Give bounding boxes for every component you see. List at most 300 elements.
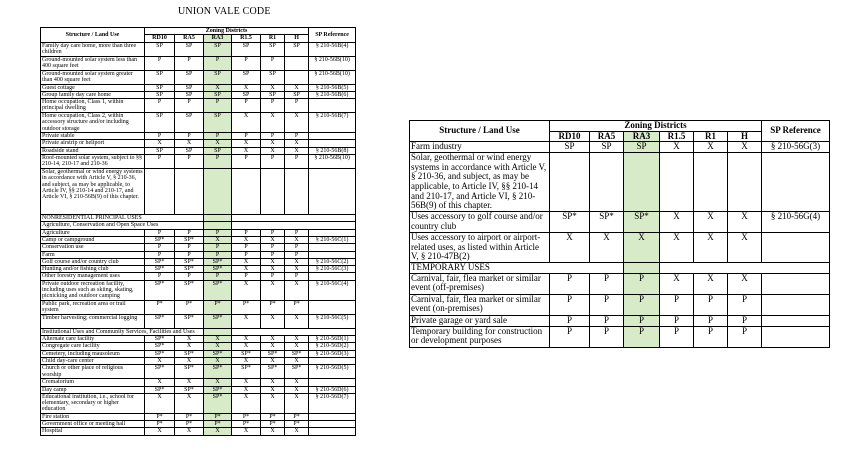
district-value-cell: X [285, 428, 309, 435]
district-value-cell: SP [175, 42, 204, 56]
district-value-cell: P [175, 251, 204, 258]
land-use-cell: Roof-mounted solar system, subject to §§ 210-14, 210-17 and 210-36 [41, 155, 145, 169]
district-value-cell: SP [204, 91, 232, 98]
district-value-cell: SP [175, 91, 204, 98]
land-use-cell: Ground-mounted solar system less than 400 square feet [41, 56, 145, 70]
district-value-cell: P [694, 315, 728, 326]
district-value-cell: X [285, 147, 309, 154]
table-row [410, 326, 830, 347]
district-value-cell: X [232, 357, 261, 364]
col-header: RD10 [145, 35, 175, 42]
left-zoning-table [40, 27, 356, 436]
district-value-cell: SP* [204, 266, 232, 273]
district-value-cell: X [175, 336, 204, 343]
district-value-cell: SP* [175, 365, 204, 379]
district-value-cell: P [694, 294, 728, 315]
land-use-cell: Public park, recreation area or trail system [41, 300, 145, 314]
district-value-cell: P [285, 133, 309, 140]
sp-reference-cell [309, 413, 356, 420]
district-value-cell: P [624, 294, 660, 315]
district-value-cell: SP* [145, 365, 175, 379]
table-row [41, 314, 356, 328]
district-value-cell: X [285, 379, 309, 386]
district-value-cell: X [175, 357, 204, 364]
table-row [410, 212, 830, 233]
district-value-cell: P [590, 326, 624, 347]
district-value-cell: SP [261, 70, 285, 84]
table-row [41, 70, 356, 84]
district-value-cell: X [175, 140, 204, 147]
sp-reference-cell [309, 357, 356, 364]
land-use-cell: Uses accessory to airport or airport-related uses, as listed within Article V, § 210-47B(2) [410, 233, 550, 263]
district-value-cell: P [204, 56, 232, 70]
district-value-cell: SP [590, 142, 624, 153]
land-use-cell: Private stable [41, 133, 145, 140]
land-use-cell: Solar, geothermal or wind energy systems in accordance with Article V, § 210-36, and subject, as may be applicable, to Article IV, §§ 210-14 and 210-17, and Article VI, § 210-56B(9) of this chapter. [410, 153, 550, 212]
sp-reference-cell [762, 326, 830, 347]
district-value-cell: SP* [590, 212, 624, 233]
sp-reference-cell [762, 294, 830, 315]
col-header: RA5 [590, 131, 624, 142]
land-use-cell: Camp or campground [41, 236, 145, 243]
empty-cell [232, 222, 356, 229]
district-value-cell: X [175, 379, 204, 386]
district-value-cell [624, 153, 660, 212]
district-value-cell: SP [145, 91, 175, 98]
district-value-cell: X [232, 379, 261, 386]
district-value-cell: SP* [624, 212, 660, 233]
table-row [41, 91, 356, 98]
land-use-cell: Carnival, fair, flea market or similar event (off-premises) [410, 273, 550, 294]
table-row [41, 379, 356, 386]
sp-reference-cell [309, 140, 356, 147]
ra3-cell [204, 328, 232, 335]
district-value-cell: X [261, 147, 285, 154]
district-value-cell: X [232, 343, 261, 350]
land-use-cell: Home occupation, Class 1, within principal dwelling [41, 99, 145, 113]
district-value-cell: P* [285, 413, 309, 420]
table-row [41, 113, 356, 133]
district-value-cell: P [175, 133, 204, 140]
table-row [410, 315, 830, 326]
table-row [410, 233, 830, 263]
table-row [41, 236, 356, 243]
district-value-cell: SP* [204, 393, 232, 413]
district-value-cell: X [204, 428, 232, 435]
sp-reference-cell [309, 428, 356, 435]
district-value-cell: P [694, 326, 728, 347]
district-value-cell: SP* [145, 236, 175, 243]
district-value-cell: SP [175, 147, 204, 154]
district-value-cell: P* [285, 300, 309, 314]
land-use-cell: Church or other place of religious worship [41, 365, 145, 379]
district-value-cell: X [261, 386, 285, 393]
district-value-cell: X [285, 84, 309, 91]
district-value-cell: P [624, 326, 660, 347]
district-value-cell: X [694, 212, 728, 233]
sp-reference-header: SP Reference [309, 28, 356, 43]
sp-reference-cell: § 210-56D(7) [309, 393, 356, 413]
sp-reference-cell: § 210-56C(5) [309, 314, 356, 328]
district-value-cell: P* [204, 421, 232, 428]
district-value-cell: P* [145, 421, 175, 428]
structure-header: Structure / Land Use [410, 121, 550, 142]
district-value-cell: X [232, 84, 261, 91]
district-value-cell: P [285, 244, 309, 251]
land-use-cell: Temporary building for construction or development purposes [410, 326, 550, 347]
sp-reference-cell: § 210-56G(4) [762, 212, 830, 233]
district-value-cell [145, 169, 175, 215]
sp-reference-cell: § 210-56C(4) [309, 280, 356, 300]
col-header: R1.5 [232, 35, 261, 42]
district-value-cell: X [232, 147, 261, 154]
district-value-cell: X [232, 280, 261, 300]
district-value-cell: X [694, 273, 728, 294]
district-value-cell: SP* [145, 280, 175, 300]
district-value-cell: P [728, 326, 762, 347]
district-value-cell [175, 169, 204, 215]
district-value-cell: P [728, 315, 762, 326]
district-value-cell: X [232, 314, 261, 328]
district-value-cell: X [204, 379, 232, 386]
district-value-cell [285, 70, 309, 84]
sp-reference-cell: § 210-56G(3) [762, 142, 830, 153]
sp-reference-cell: § 210-56B(8) [309, 147, 356, 154]
district-value-cell: SP [204, 113, 232, 133]
district-value-cell: P* [175, 421, 204, 428]
table-row [41, 99, 356, 113]
col-header: RA3 [204, 35, 232, 42]
sp-reference-cell: § 210-56B(10) [309, 56, 356, 70]
table-row [41, 42, 356, 56]
district-value-cell: X [550, 233, 590, 263]
sp-reference-cell [309, 300, 356, 314]
district-value-cell: X [145, 393, 175, 413]
section-title: TEMPORARY USES [410, 263, 624, 274]
sp-reference-cell: § 210-56D(2) [309, 343, 356, 350]
sp-reference-cell [309, 133, 356, 140]
district-value-cell: P [232, 273, 261, 280]
district-value-cell: X [232, 113, 261, 133]
sp-reference-cell: § 210-56B(4) [309, 42, 356, 56]
district-value-cell: SP* [175, 236, 204, 243]
section-title: Institutional Uses and Community Services, Facilities and Uses [41, 328, 204, 335]
col-header: RA3 [624, 131, 660, 142]
land-use-cell: Roadside stand [41, 147, 145, 154]
district-value-cell: SP* [145, 343, 175, 350]
district-value-cell: SP* [204, 258, 232, 265]
land-use-cell: Golf course and/or country club [41, 258, 145, 265]
empty-cell [232, 215, 356, 222]
district-value-cell: SP [145, 70, 175, 84]
district-value-cell: X [261, 393, 285, 413]
land-use-cell: Farm industry [410, 142, 550, 153]
district-value-cell: X [261, 343, 285, 350]
table-row [41, 169, 356, 215]
district-value-cell: P [550, 294, 590, 315]
empty-cell [232, 328, 356, 335]
table-row [410, 142, 830, 153]
district-value-cell: X [175, 428, 204, 435]
table-row [410, 294, 830, 315]
sp-reference-cell [762, 315, 830, 326]
district-value-cell: X [232, 393, 261, 413]
land-use-cell: Government office or meeting hall [41, 421, 145, 428]
district-value-cell: X [232, 386, 261, 393]
district-value-cell: X [590, 233, 624, 263]
district-value-cell: SP* [145, 258, 175, 265]
district-value-cell: X [175, 343, 204, 350]
district-value-cell: P [261, 56, 285, 70]
district-value-cell: SP* [175, 386, 204, 393]
district-value-cell: X [285, 336, 309, 343]
district-value-cell: X [261, 84, 285, 91]
land-use-cell: Private airstrip or heliport [41, 140, 145, 147]
district-value-cell: SP [550, 142, 590, 153]
district-value-cell: SP* [145, 314, 175, 328]
table-row [41, 428, 356, 435]
district-value-cell: SP [175, 113, 204, 133]
table-row [41, 413, 356, 420]
land-use-cell: Private garage or yard sale [410, 315, 550, 326]
land-use-cell: Child day-care center [41, 357, 145, 364]
sp-reference-cell: § 210-56D(3) [309, 350, 356, 357]
district-value-cell: P* [204, 300, 232, 314]
land-use-cell: Hunting and/or fishing club [41, 266, 145, 273]
table-row [41, 280, 356, 300]
sp-reference-cell: § 210-56C(2) [309, 258, 356, 265]
district-value-cell: SP* [175, 258, 204, 265]
district-value-cell: P [728, 294, 762, 315]
col-header: R1 [261, 35, 285, 42]
land-use-cell: Farm [41, 251, 145, 258]
district-value-cell: X [145, 428, 175, 435]
sp-reference-cell: § 210-56D(1) [309, 336, 356, 343]
land-use-cell: Conservation use [41, 244, 145, 251]
sp-reference-cell [309, 379, 356, 386]
district-value-cell: X [204, 236, 232, 243]
district-value-cell: P [550, 315, 590, 326]
district-value-cell: P [145, 244, 175, 251]
table-row [41, 336, 356, 343]
district-value-cell: SP [232, 42, 261, 56]
district-value-cell: P [204, 229, 232, 236]
district-value-cell: X [694, 233, 728, 263]
district-value-cell [590, 153, 624, 212]
district-value-cell: P* [285, 421, 309, 428]
district-value-cell: P [261, 273, 285, 280]
land-use-cell: Agriculture [41, 229, 145, 236]
district-value-cell: P [145, 56, 175, 70]
col-header: RA5 [175, 35, 204, 42]
district-value-cell: X [232, 258, 261, 265]
section-header-row [41, 222, 356, 229]
district-value-cell: SP [175, 70, 204, 84]
district-value-cell: P [660, 294, 694, 315]
district-value-cell: P [232, 229, 261, 236]
district-value-cell: SP [285, 91, 309, 98]
sp-reference-cell [309, 229, 356, 236]
table-row [41, 258, 356, 265]
district-value-cell: SP [624, 142, 660, 153]
district-value-cell [728, 153, 762, 212]
district-value-cell: P [261, 251, 285, 258]
district-value-cell: P* [261, 300, 285, 314]
district-value-cell: X [660, 212, 694, 233]
district-value-cell: P [175, 155, 204, 169]
district-value-cell: P [624, 315, 660, 326]
land-use-cell: Hospital [41, 428, 145, 435]
district-value-cell: P [285, 155, 309, 169]
district-value-cell: P [285, 99, 309, 113]
district-value-cell: X [175, 393, 204, 413]
land-use-cell: Cemetery, including mausoleum [41, 350, 145, 357]
district-value-cell: P [232, 244, 261, 251]
sp-reference-cell: § 210-56D(5) [309, 365, 356, 379]
district-value-cell: SP* [204, 280, 232, 300]
district-value-cell: P [145, 155, 175, 169]
district-value-cell: P [145, 251, 175, 258]
district-value-cell: SP [145, 42, 175, 56]
district-value-cell: X [728, 233, 762, 263]
table-row [41, 365, 356, 379]
district-value-cell: P [550, 326, 590, 347]
district-value-cell: X [285, 266, 309, 273]
district-value-cell: X [204, 84, 232, 91]
district-value-cell: SP* [145, 336, 175, 343]
district-value-cell: SP* [145, 350, 175, 357]
district-value-cell: P* [261, 413, 285, 420]
district-value-cell: P [145, 229, 175, 236]
district-value-cell: X [624, 233, 660, 263]
sp-reference-cell: § 210-56D(6) [309, 386, 356, 393]
district-value-cell: P [145, 273, 175, 280]
district-value-cell: X [285, 258, 309, 265]
district-value-cell: X [204, 357, 232, 364]
district-value-cell: P [590, 315, 624, 326]
district-value-cell: SP* [175, 266, 204, 273]
district-value-cell [694, 153, 728, 212]
district-value-cell: SP [204, 70, 232, 84]
district-value-cell: P [232, 133, 261, 140]
table-row [41, 357, 356, 364]
district-value-cell: X [285, 314, 309, 328]
district-value-cell [550, 153, 590, 212]
table-row [41, 393, 356, 413]
district-value-cell: X [145, 357, 175, 364]
district-value-cell: P* [175, 413, 204, 420]
district-value-cell [660, 153, 694, 212]
section-title: NONRESIDENTIAL PRINCIPAL USES [41, 215, 204, 222]
district-value-cell: P [204, 155, 232, 169]
table-row [41, 155, 356, 169]
table-row [41, 386, 356, 393]
table-row [41, 266, 356, 273]
district-value-cell: P* [145, 300, 175, 314]
zoning-districts-header: Zoning Districts [550, 121, 762, 132]
land-use-cell: Crematorium [41, 379, 145, 386]
district-value-cell: P [261, 244, 285, 251]
district-value-cell: X [261, 258, 285, 265]
district-value-cell: P [660, 326, 694, 347]
sp-reference-cell [309, 273, 356, 280]
empty-cell [660, 263, 830, 274]
col-header: R1 [694, 131, 728, 142]
district-value-cell: SP [232, 70, 261, 84]
district-value-cell: X [285, 393, 309, 413]
table-row [410, 153, 830, 212]
district-value-cell: P [204, 99, 232, 113]
table-row [41, 133, 356, 140]
district-value-cell: P* [261, 421, 285, 428]
district-value-cell: P [204, 273, 232, 280]
district-value-cell: SP [175, 84, 204, 91]
table-row [41, 421, 356, 428]
sp-reference-cell [762, 233, 830, 263]
structure-header: Structure / Land Use [41, 28, 145, 43]
district-value-cell: X [232, 140, 261, 147]
sp-reference-header: SP Reference [762, 121, 830, 142]
col-header: H [728, 131, 762, 142]
district-value-cell: X [145, 140, 175, 147]
table-row [41, 300, 356, 314]
district-value-cell: X [728, 142, 762, 153]
district-value-cell: SP* [145, 266, 175, 273]
district-value-cell: SP* [204, 386, 232, 393]
district-value-cell: P [145, 133, 175, 140]
district-value-cell: P [232, 56, 261, 70]
district-value-cell: P* [232, 421, 261, 428]
sp-reference-cell: § 210-56B(10) [309, 70, 356, 84]
district-value-cell: P [232, 99, 261, 113]
district-value-cell: P* [204, 413, 232, 420]
land-use-cell: Congregate care facility [41, 343, 145, 350]
district-value-cell: X [285, 140, 309, 147]
district-value-cell: P* [175, 300, 204, 314]
land-use-cell: Guest cottage [41, 84, 145, 91]
district-value-cell: X [232, 428, 261, 435]
land-use-cell: Day camp [41, 386, 145, 393]
district-value-cell: X [728, 273, 762, 294]
district-value-cell: X [204, 343, 232, 350]
district-value-cell: SP [204, 147, 232, 154]
sp-reference-cell [762, 153, 830, 212]
district-value-cell: X [204, 140, 232, 147]
section-header-row [41, 328, 356, 335]
district-value-cell: SP [145, 113, 175, 133]
district-value-cell: SP* [285, 350, 309, 357]
district-value-cell: X [660, 142, 694, 153]
sp-reference-cell [309, 251, 356, 258]
district-value-cell: X [261, 314, 285, 328]
page-title: UNION VALE CODE [178, 6, 271, 17]
table-row [41, 56, 356, 70]
sp-reference-cell: § 210-56C(3) [309, 266, 356, 273]
district-value-cell: X [660, 273, 694, 294]
district-value-cell [285, 56, 309, 70]
district-value-cell: P* [232, 413, 261, 420]
sp-reference-cell [762, 273, 830, 294]
col-header: H [285, 35, 309, 42]
zoning-districts-header: Zoning Districts [145, 28, 309, 35]
district-value-cell: X [285, 236, 309, 243]
district-value-cell: P [145, 99, 175, 113]
table-row [41, 251, 356, 258]
district-value-cell: P [285, 273, 309, 280]
land-use-cell: Alternate care facility [41, 336, 145, 343]
district-value-cell: X [232, 236, 261, 243]
sp-reference-cell [309, 99, 356, 113]
